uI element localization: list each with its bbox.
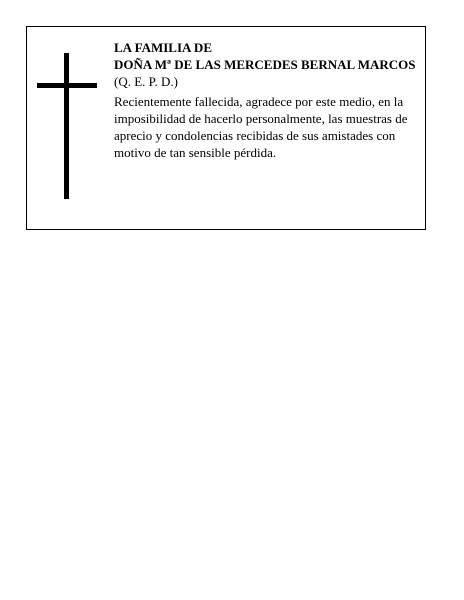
cross-horizontal-bar xyxy=(37,83,97,88)
notice-heading-deceased-name: DOÑA Mª DE LAS MERCEDES BERNAL MARCOS xyxy=(114,57,416,72)
obituary-notice-box xyxy=(26,26,426,230)
cross-vertical-bar xyxy=(64,53,69,199)
cross-icon xyxy=(37,53,97,199)
notice-heading-family: LA FAMILIA DE xyxy=(114,40,212,55)
notice-qepd: (Q. E. P. D.) xyxy=(114,74,178,89)
notice-body-text: Recientemente fallecida, agradece por este medio, en la imposibilidad de hacerlo personalmente, las muestras de aprecio y condolencias recibidas de sus amistades con motivo de tan sensible pérdida. xyxy=(114,94,408,160)
notice-text xyxy=(114,39,420,161)
